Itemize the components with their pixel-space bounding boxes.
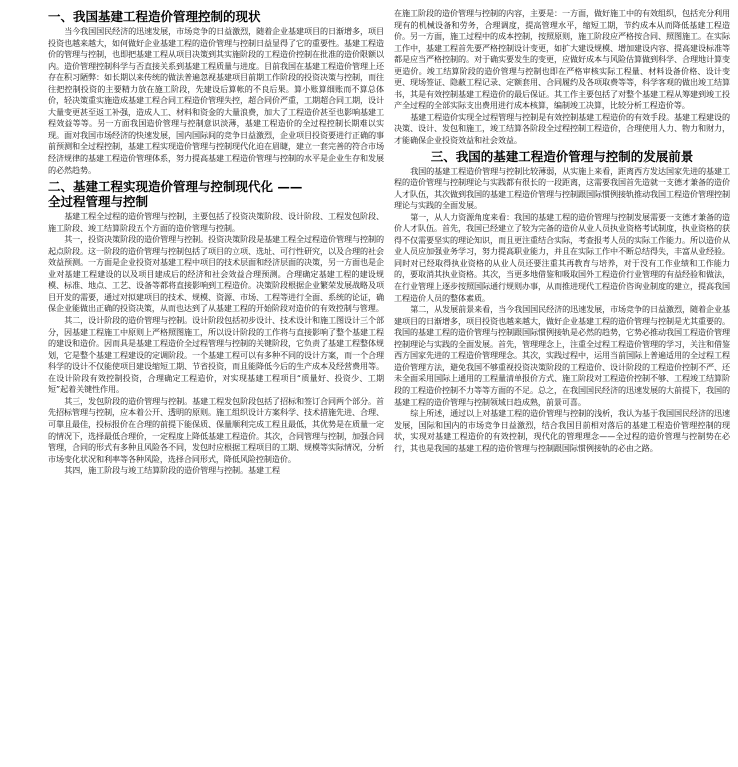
paragraph: 其一，投资决策阶段的造价管理与控制。投资决策阶段是基建工程全过程造价管理与控制的起点阶段。这一阶段的造价管理与控制包括了项目的立项、选址、可行性研究，以及合理的社会效益预测。一方面是企业投资对基建工程中项目的技术层面和经济层面的决策，另一方面也是企业对基建工程建设的以及项目建成后的经济和社会效益合理预测。合理确定基建工程的建设规模、标准、地点、工艺、设备等都将直接影响到工程造价。决策阶段根据企业繁荣发展战略及项目开发的需要，通过对拟建项目的技术、规模、资源、市场、工程等进行全面、系统的论证，确保企业能做出正确的投资决策，从而也达到了从基建工程的开始阶段对造价的有效控制与管理。 bbox=[48, 234, 384, 314]
paragraph: 其四，施工阶段与竣工结算阶段的造价管理与控制。基建工程 bbox=[64, 465, 281, 476]
paragraph: 基建工程造价实现全过程管理与控制是有效控制基建工程造价的有效手段。基建工程建设的决策、设计、发包和施工，竣工结算各阶段全过程控制工程造价，合理使用人力、物力和财力，才能确保企业投资效益和社会效益。 bbox=[394, 111, 730, 146]
paragraph: 当今我国国民经济的迅速发展，市场竞争的日益激烈，随着企业基建项目的日渐增多，项目投资也越来越大，如何做好企业基建工程的造价管理与控制日益显得了它的重要性。基建工程造价的管理与控制，也即把基建工程从项目决策到其实施阶段的工程造价控制在批准的造价限额以内。造价管理控制科学与否直接关系到基建工程质量与进度。目前我国在基建工程造价管理上还存在积习陋弊：如长期以来传统的做法普遍忽视基建项目前期工作阶段的投资决策与控制，而往往把控制投资的主要精力放在施工阶段，先建设后算帐的不良后果。算小账算细账而不算总体价，轻决策重实施造成基建工程合同工程造价管理失控，超合同价严重，工期超合同工期，设计大量变更甚至返工补强，造成人工、材料和资金的大量浪费，加大了工程造价甚至也影响基建工程效益等等。另一方面我国造价管理与控制意识淡薄，基建工程造价的全过程控制长期难以实现。面对我国市场经济的快速发展，国内国际间的竞争日益激烈，企业项目投资要进行正确的事前预测和全过程控制，基建工程实现造价管理与控制现代化迫在眉睫，建立一套完善的符合市场经济规律的基建工程造价管理体系，努力提高基建工程造价管理与控制的水平是企业生存和发展的必然趋势。 bbox=[48, 26, 384, 175]
section-3-heading: 三、我国的基建工程造价管理与控制的发展前景 bbox=[430, 148, 694, 164]
paragraph: 其三，发包阶段的造价管理与控制。基建工程发包阶段包括了招标和签订合同两个部分。首先招标管理与控制，应本着公开、透明的原则。施工组织设计方案科学、技术措施先进、合理、可靠且最佳，投标报价在合理的前提下能保质、保量顺利完成工程且最低，其优势是在质量一定的情况下，选择最低合理价，一定程度上降低基建工程造价。其次，合同管理与控制，加强合同管理，合同的形式有多种且风险各不同，发包时应根据工程项目的工期、规模等实际情况，分析市场变化状况和利率等各种风险，选择合同形式，降低风险控制造价。 bbox=[48, 395, 384, 464]
section-2-heading-line-1: 二、基建工程实现造价管理与控制现代化 —— bbox=[48, 179, 303, 195]
paragraph: 基建工程全过程的造价管理与控制，主要包括了投资决策阶段、设计阶段、工程发包阶段、施工阶段、竣工结算阶段五个方面的造价管理与控制。 bbox=[48, 211, 384, 233]
paragraph: 其二，设计阶段的造价管理与控制。设计阶段包括初步设计、技术设计和施工图设计三个部分，因基建工程施工中原则上严格照图施工，所以设计阶段的工作将与直接影响了整个基建工程的建设和造价。因而具是基建工程造价全过程管理与控制的关键阶段，它负责了基建工程整体规划，它是整个基建工程建设的定调阶段。一个基建工程可以有多种不同的设计方案，而一个合理科学的设计不仅能使项目建设缩短工期、节省投资，而且能降低今后的生产成本及经营费用等。在设计阶段有效控制投资，合理确定工程造价，对实现基建工程项目“质量好、投资少、工期短”起着关键性作用。 bbox=[48, 315, 384, 395]
paragraph: 综上所述，通过以上对基建工程的造价管理与控制的浅析，我认为基于我国国民经济的迅速发展，国际和国内的市场竞争日益激烈，结合我国目前相对落后的基建工程造价管理控制的现状，实现对基建工程造价的有效控制，现代化的管理理念——全过程的造价管理与控制势在必行，其也是我国的基建工程的造价管理与控制跟国际惯例接轨的必由之路。 bbox=[394, 408, 730, 453]
paragraph: 第一，从人力资源角度来看：我国的基建工程的造价管理与控制发展需要一支德才兼备的造价人才队伍。首先，我国已经建立了较为完备的造价从业人员执业资格考试制度，执业资格的获得不仅需要坚实的理论知识，而且更注重结合实际，考查报考人员的实际工作能力。所以造价从业人员应加强业务学习，努力提高职业能力，并且在实际工作中不断总结得失，丰富从业经验。同时对已经取得执业资格的从业人员还要注重其再教育与培养，对于没有工作业绩和工作能力的，要取消其执业资格。其次，当更多地借鉴和吸取国外工程造价行业管理的有益经验和做法，在行业管理上逐步按照国际通行规则办事，从而推进现代工程造价咨询业制度的建立，提高我国工程造价人员的整体素质。 bbox=[394, 211, 730, 303]
left-column bbox=[48, 8, 384, 763]
paragraph: 第二，从发展前景来看，当今我国国民经济的迅速发展，市场竞争的日益激烈，随着企业基建项目的日渐增多，项目投资也越来越大，做好企业基建工程的造价管理与控制是尤其重要的。我国的基建工程的造价管理与控制跟国际惯例接轨是必然的趋势，它势必推动我国工程造价管理控制理论与实践的全面发展。首先，管理理念上，注重全过程工程造价管理的学习，关注和借鉴西方国家先进的工程造价管理理念。其次，实践过程中，运用当前国际上普遍适用的全过程工程造价管理方法，避免我国不够重视投资决策阶段的工程造价、设计阶段的工程造价控制不严、还未全面采用国际上通用的工程量清单报价方式、施工阶段对工程造价控制不够、工程竣工结算阶段的工程造价控制不力等等方面的不足。总之，在我国国民经济的迅速发展的大前提下，我国的基建工程的造价管理与控制领域日趋成熟，前景可喜。 bbox=[394, 304, 730, 407]
right-column bbox=[394, 8, 730, 763]
paragraph: 我国的基建工程造价管理与控制比较薄弱，从实施上来看，距离西方发达国家先进的基建工程的造价管理与控制理论与实践都有很长的一段距离，这需要我国首先造就一支德才兼备的造价人才队伍，其次做到我国的基建工程造价管理与控制跟国际惯例接轨推动我国工程造价管理控制理论与实践的全面发展。 bbox=[394, 165, 730, 211]
paragraph: 在施工阶段的造价管理与控制的内容，主要是：一方面，做好施工中的有效组织，包括充分利用现有的机械设备和劳务，合理调度，提高管理水平，缩短工期，节约成本从而降低基建工程造价。另一方面，施工过程中的成本控制，按照原则，施工阶段应严格按合同、照图施工。在实际工作中，基建工程首先要严格控制设计变更，如扩大建设规模、增加建设内容、提高建设标准等都是应当严格控制的。对于确实要发生的变更，应做好成本与风险估算做到科学、合理地计算变更造价。竣工结算阶段的造价管理与控制也即在严格审核实际工程量、材料设备价格、设计变更、现场签证、隐蔽工程记录、定额套用、合同履约及各项取费等等，科学客观的做出竣工结算书，其是有效控制基建工程造价的最后保证。其工作主要包括了对整个基建工程从筹建到竣工投产全过程的全部实际支出费用进行成本核算，编制竣工决算，比较分析工程造价等。 bbox=[394, 8, 730, 111]
section-2-heading-line-2: 全过程管理与控制 bbox=[48, 194, 149, 210]
section-1-heading: 一、我国基建工程造价管理控制的现状 bbox=[48, 9, 261, 24]
paper-page bbox=[48, 8, 730, 763]
